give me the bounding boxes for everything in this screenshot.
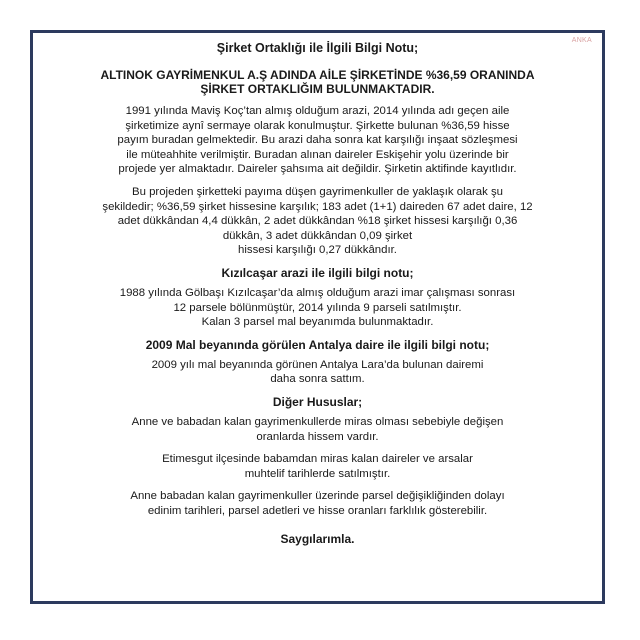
text-line: 2009 yılı mal beyanında görünen Antalya Lara’da bulunan dairemi xyxy=(151,358,484,371)
paragraph-antalya xyxy=(53,358,582,387)
paragraph-share-breakdown xyxy=(53,185,582,258)
text-line: Bu projeden şirketteki payıma düşen gayrimenkuller de yaklaşık olarak şu xyxy=(131,185,503,198)
text-line: şekildedir; %36,59 şirket hissesine karşılık; 183 adet (1+1) daireden 67 adet daire, 12 xyxy=(102,200,533,213)
text-line: adet dükkândan 4,4 dükkân, 2 adet dükkândan %18 şirket hissesi karşılığı 0,36 xyxy=(117,215,518,228)
document-content xyxy=(53,41,582,546)
paragraph-land-history xyxy=(53,104,582,177)
text-line: payım buradan gelmektedir. Bu arazi daha sonra kat karşılığı inşaat sözleşmesi xyxy=(117,134,518,147)
paragraph-parcel-changes xyxy=(53,489,582,518)
text-line: Anne babadan kalan gayrimenkuller üzerinde parsel değişikliğinden dolayı xyxy=(130,490,505,503)
text-line: 1988 yılında Gölbaşı Kızılcaşar’da almış olduğum arazi imar çalışması sonrası xyxy=(119,286,516,299)
headline-line: ALTINOK GAYRİMENKUL A.Ş ADINDA AİLE ŞİRKETİNDE %36,59 ORANINDA xyxy=(100,68,535,82)
text-line: muhtelif tarihlerde satılmıştır. xyxy=(244,467,391,480)
headline-line: ŞİRKET ORTAKLIĞIM BULUNMAKTADIR. xyxy=(200,82,435,96)
text-line: hissesi karşılığı 0,27 dükkândır. xyxy=(238,244,397,257)
text-line: 1991 yılında Maviş Koç’tan almış olduğum arazi, 2014 yılında adı geçen aile xyxy=(125,105,510,117)
section-title-other: Diğer Hususlar; xyxy=(272,394,363,409)
text-line: şirketimize aynî sermaye olarak konulmuştur. Şirkette bulunan %36,59 hisse xyxy=(125,119,510,132)
section-title-kizilcasar: Kızılcaşar arazi ile ilgili bilgi notu; xyxy=(221,265,414,280)
text-line: edinim tarihleri, parsel adetleri ve hisse oranları farklılık gösterebilir. xyxy=(147,504,488,517)
text-line: 12 parsele bölünmüştür, 2014 yılında 9 parseli satılmıştır. xyxy=(173,301,462,314)
headline xyxy=(53,68,582,96)
paragraph-etimesgut xyxy=(53,452,582,481)
section-title-antalya: 2009 Mal beyanında görülen Antalya daire ile ilgili bilgi notu; xyxy=(145,337,490,352)
closing-signoff: Saygılarımla. xyxy=(280,532,355,547)
text-line: Etimesgut ilçesinde babamdan miras kalan daireler ve arsalar xyxy=(162,453,473,466)
text-line: projede yer almaktadır. Daireler şahsıma ait değildir. Şirketin aktifinde kayıtlıdır. xyxy=(118,163,517,176)
text-line: dükkân, 3 adet dükkândan 0,09 şirket xyxy=(222,229,413,242)
text-line: oranlarda hissem vardır. xyxy=(256,430,379,443)
paragraph-inheritance xyxy=(53,415,582,444)
watermark-logo: ANKA xyxy=(571,37,592,44)
document-frame xyxy=(30,30,605,604)
document-title: Şirket Ortaklığı ile İlgili Bilgi Notu; xyxy=(216,41,419,55)
text-line: daha sonra sattım. xyxy=(270,373,365,386)
paragraph-kizilcasar xyxy=(53,286,582,330)
text-line: ile müteahhite verilmiştir. Buradan alınan daireler Eskişehir yolu üzerinde bir xyxy=(126,148,509,161)
text-line: Anne ve babadan kalan gayrimenkullerde miras olması sebebiyle değişen xyxy=(131,415,504,428)
text-line: Kalan 3 parsel mal beyanımda bulunmaktadır. xyxy=(201,316,434,329)
